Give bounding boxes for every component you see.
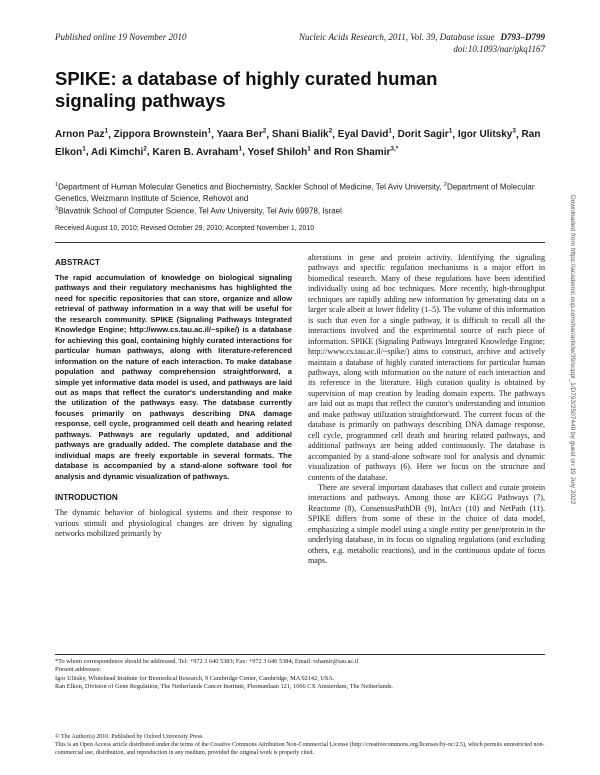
- author: Karen B. Avraham$^1$: [152, 145, 243, 158]
- header-divider: [55, 242, 545, 243]
- abstract-text: The rapid accumulation of knowledge on biological signaling pathways and their regulatory mechanisms has highlighted the need for specific repositories that can store, organize and allow retrieval of pathway information in a way that will be useful for the research community. SPIKE (Signaling Pathways Integrated Knowledge Engine; http://www.cs.tau.ac.il/~spike/) is a database for achieving this goal, containing highly curated interactions for particular human pathways, along with literature-referenced information on the nature of each interaction. To make database population and pathway comprehension straightforward, a simple yet informative data model is used, and pathways are laid out as maps that reflect the curator's understanding and make the utilization of the pathways easy. The database currently focuses primarily on pathways describing DNA damage response, cell cycle, programmed cell death and hearing related pathways. Pathways are regularly updated, and additional pathways are gradually added. The complete database and the individual maps are freely exportable in several formats. The database is accompanied by a stand-alone software tool for analysis and dynamic visualization of pathways.: [55, 273, 292, 481]
- address-elkon: Ran Elkon, Division of Gene Regulation, The Netherlands Cancer Institute, Plesmanlaan 121, 1066 CX Amsterdam, The Netherlands.: [55, 683, 393, 691]
- introduction-heading: INTRODUCTION: [55, 493, 118, 503]
- body-paragraph: There are several important databases that collect and curate protein interactions and pathways. Among those are KEGG Pathways (7), Reactome (8), ConsensusPathDB (9), IntAct (10) and NetPath (11). SPIKE differs from some of these in the choice of data model, emphasizing a simple model using a single entity per gene/protein in the underlying database, in its focus on signaling regulations (and excluding others, e.g. metabolic reactions), and in the continuous update of focus maps.: [308, 482, 545, 566]
- address-ulitsky: Igor Ulitsky, Whitehead Institute for Biomedical Research, 9 Cambridge Center, Cambridge, MA 02142, USA.: [55, 674, 335, 682]
- affiliations: $^1$Department of Human Molecular Genetics and Biochemistry, Sackler School of Medicine, Tel Aviv University, $^2$Department of Molecular Genetics, Weizmann Institute of Science, Rehovot and $^3$Blavatnik School of Computer Science, Tel Aviv University, Tel Aviv 69978, Israel: [55, 182, 535, 216]
- author: Arnon Paz$^1$: [55, 128, 109, 141]
- footnote-divider: [55, 654, 545, 655]
- abstract-heading: ABSTRACT: [55, 258, 101, 267]
- published-date: Published online 19 November 2010: [55, 32, 187, 42]
- introduction-text: The dynamic behavior of biological systems and their response to various stimuli and physiological changes are driven by signaling networks mobilized primarily by: [55, 508, 292, 538]
- author: Zippora Brownstein$^1$: [113, 128, 212, 141]
- correspondence-note: *To whom correspondence should be addressed. Tel: +972 3 640 5383; Fax: +972 3 640 5384; Email: rshamir@tau.ac.il: [55, 658, 359, 665]
- received-dates: Received August 10, 2010; Revised October 29, 2010; Accepted November 1, 2010: [55, 225, 315, 232]
- left-column: [55, 258, 292, 539]
- author: Dorit Sagir$^1$: [397, 128, 453, 141]
- author: Adi Kimchi$^2$: [91, 145, 147, 158]
- footnotes: [55, 658, 545, 692]
- author: Yosef Shiloh$^1$: [247, 145, 311, 158]
- author-list: Arnon Paz$^1$, Zippora Brownstein$^1$, Yaara Ber$^2$, Shani Bialik$^2$, Eyal David$^1$, Dorit Sagir$^1$, Igor Ulitsky$^3$, Ran Elkon$^1$, Adi Kimchi$^2$, Karen B. Avraham$^1$, Yosef Shiloh$^1$ and Ron Shamir$^{3,*}$: [55, 128, 541, 158]
- body-paragraph: alterations in gene and protein activity. Identifying the signaling pathways and specific regulation mechanisms is a major effort in biomedical research. Many of these regulations have been identified individually using ad hoc techniques. More recently, high-throughput techniques are rapidly adding new information by generating data on a larger scale albeit at lower fidelity (1–5). The volume of this information is such that even for a single pathway, it is difficult to recall all the interactions involved and the experimental source of each piece of information. SPIKE (Signaling Pathways Integrated Knowledge Engine; http://www.cs.tau.ac.il/~spike/) aims to construct, archive and actively maintain a database of highly curated interactions for particular human pathways, along with information on the nature of each interaction and its reference in the literature. High curation quality is obtained by supervision of map creation by leading domain experts. The pathways are laid out as maps that reflect the curator's understanding and intuition and make pathway utilization straightforward. The current focus of the database is primarily on pathways describing DNA damage response, cell cycle, programmed cell death and hearing related pathways, and additional pathways are being added continuously. The database is accompanied by a stand-alone software tool for analysis and dynamic visualization of pathways (6). Here we focus on the structure and contents of the database.: [308, 253, 545, 482]
- journal-name: Nucleic Acids Research, 2011, Vol. 39, Database issue: [298, 32, 495, 42]
- author: Ran Elkon$^1$: [55, 129, 541, 158]
- license-text: This is an Open Access article distributed under the terms of the Creative Commons Attribution Non-Commercial License (http://creativecommons.org/licenses/by-nc/2.5), which permits unrestricted non-commercial use, distribution, and reproduction in any medium, provided the original work is properly cited.: [55, 742, 545, 757]
- author: Igor Ulitsky$^3$: [457, 128, 516, 141]
- author: Shani Bialik$^2$: [271, 128, 333, 141]
- affiliation-3: Blavatnik School of Computer Science, Tel Aviv University, Tel Aviv 69978, Israel: [58, 206, 342, 216]
- doi-link[interactable]: doi:10.1093/nar/gkq1167: [453, 44, 545, 54]
- affiliation-1: Department of Human Molecular Genetics and Biochemistry, Sackler School of Medicine, Tel Aviv University,: [58, 182, 442, 192]
- license-block: [55, 733, 545, 758]
- author: Yaara Ber$^2$: [216, 128, 267, 141]
- affiliation-2: Department of Molecular Genetics, Weizmann Institute of Science, Rehovot and: [55, 182, 535, 203]
- author: Eyal David$^1$: [337, 128, 392, 141]
- right-column: [308, 253, 545, 567]
- author: Ron Shamir$^{3,*}$: [334, 145, 399, 158]
- download-watermark: Downloaded from https://academic.oup.com/nar/article/39/suppl_1/D793/2507440 by guest on 19 July 2022: [569, 195, 576, 505]
- page-range: D793–D799: [500, 32, 545, 42]
- copyright-line: © The Author(s) 2010. Published by Oxford University Press.: [55, 734, 204, 740]
- journal-citation: [225, 32, 545, 42]
- paper-title: SPIKE: a database of highly curated human signaling pathways: [55, 68, 438, 111]
- present-addresses-label: Present addresses:: [55, 666, 101, 674]
